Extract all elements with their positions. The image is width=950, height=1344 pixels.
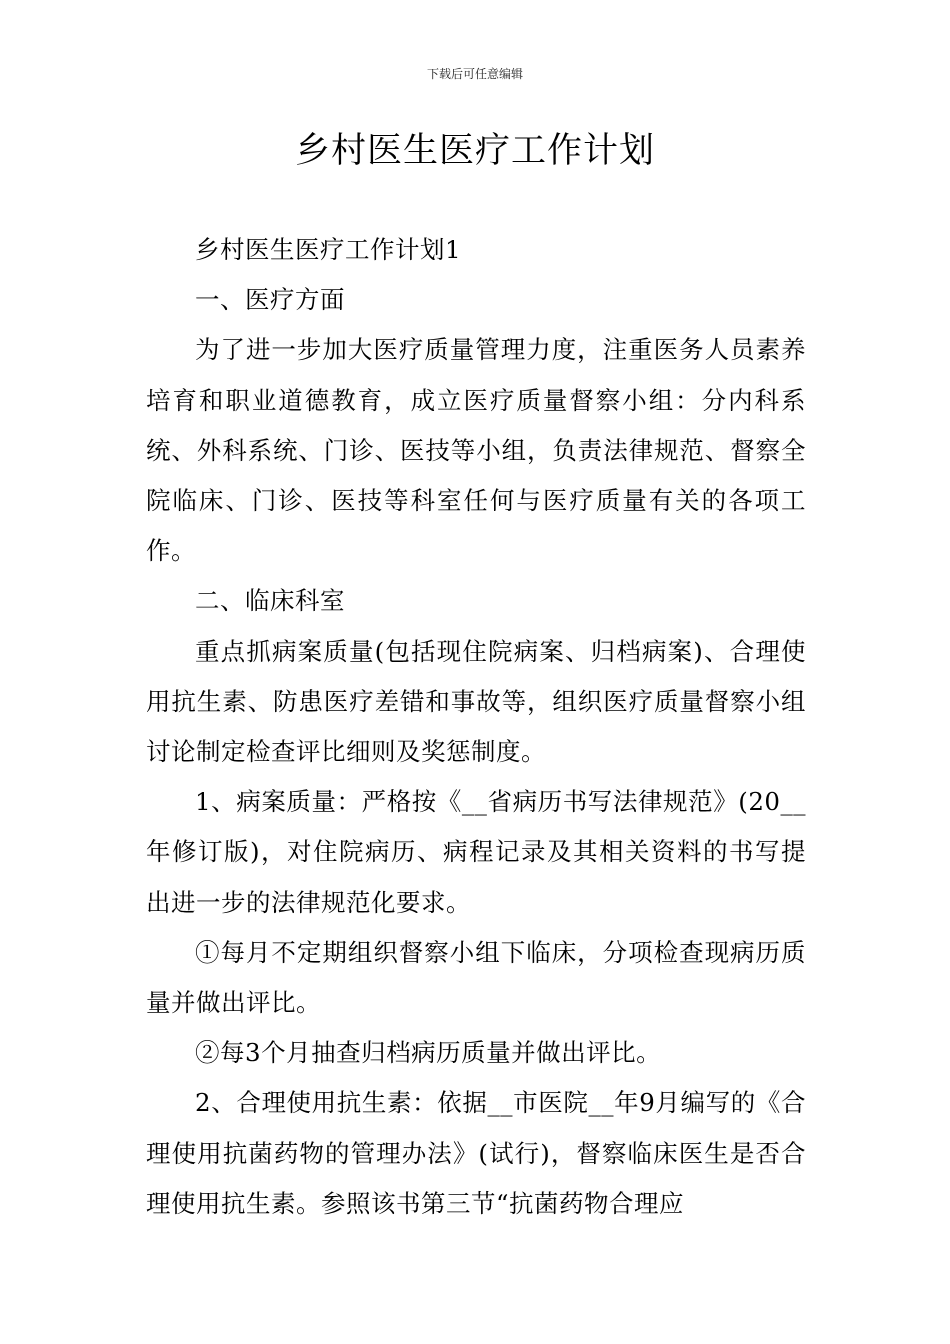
document-body: [146, 225, 806, 1229]
paragraph-medical-quality: 为了进一步加大医疗质量管理力度，注重医务人员素养培育和职业道德教育，成立医疗质量督察小组：分内科系统、外科系统、门诊、医技等小组，负责法律规范、督察全院临床、门诊、医技等科室任何与医疗质量有关的各项工作。: [146, 335, 806, 566]
section-heading-medical: 一、医疗方面: [195, 285, 345, 315]
paragraph-antibiotics: 2、合理使用抗生素：依据__市医院__年9月编写的《合理使用抗菌药物的管理办法》(试行)，督察临床医生是否合理使用抗生素。参照该书第三节“抗菌药物合理应: [146, 1088, 806, 1218]
section-heading-plan-1: 乡村医生医疗工作计划1: [195, 235, 462, 264]
paragraph-monthly-check: ①每月不定期组织督察小组下临床，分项检查现病历质量并做出评比。: [146, 937, 806, 1018]
page-header-note: 下载后可任意编辑: [426, 67, 523, 81]
paragraph-case-quality: 1、病案质量：严格按《__省病历书写法律规范》(20__年修订版)，对住院病历、病程记录及其相关资料的书写提出进一步的法律规范化要求。: [146, 787, 806, 917]
document-title: 乡村医生医疗工作计划: [294, 131, 655, 171]
section-heading-clinical: 二、临床科室: [195, 586, 345, 616]
paragraph-quarterly-check: ②每3个月抽查归档病历质量并做出评比。: [195, 1038, 662, 1068]
paragraph-clinical-focus: 重点抓病案质量(包括现住院病案、归档病案)、合理使用抗生素、防患医疗差错和事故等，组织医疗质量督察小组讨论制定检查评比细则及奖惩制度。: [146, 636, 806, 767]
